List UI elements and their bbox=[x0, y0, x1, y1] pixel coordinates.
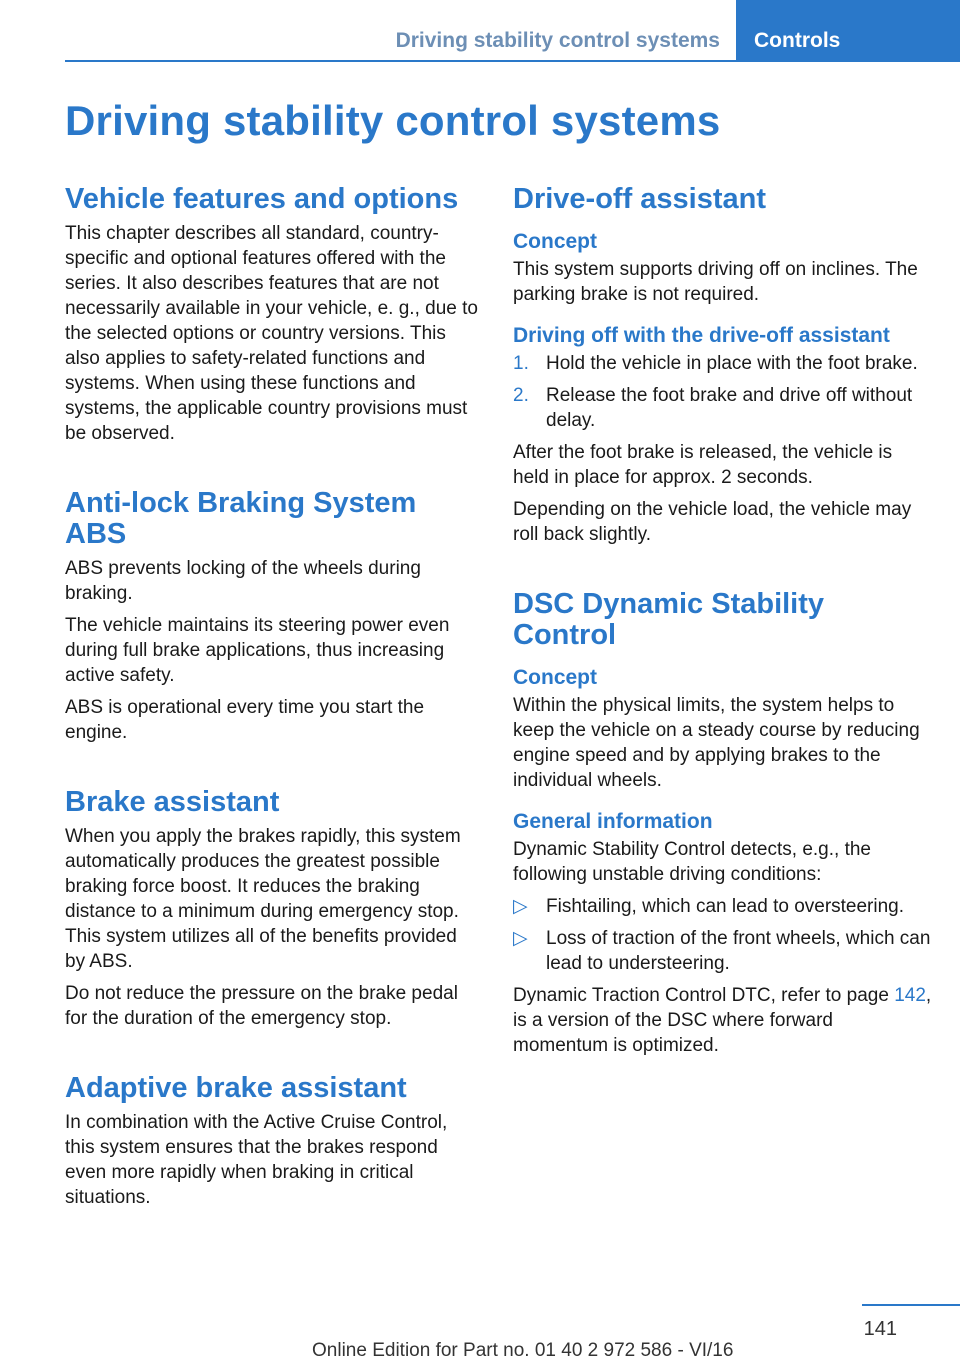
numbered-steps bbox=[513, 351, 933, 433]
header-chapter-tab: Controls bbox=[736, 0, 960, 62]
footer-edition: Online Edition for Part no. 01 40 2 972 586 - VI/16 bbox=[312, 1340, 734, 1361]
section-drive-off-assistant bbox=[513, 184, 933, 547]
header-rule bbox=[65, 60, 960, 62]
section-abs bbox=[65, 488, 480, 745]
step-text: Hold the vehicle in place with the foot brake. bbox=[546, 353, 918, 374]
section-heading: Brake assistant bbox=[65, 786, 280, 818]
list-item bbox=[513, 383, 933, 433]
paragraph: Depending on the vehicle load, the vehicle may roll back slightly. bbox=[513, 499, 912, 545]
section-vehicle-features bbox=[65, 184, 480, 446]
paragraph: In combination with the Active Cruise Control, this system ensures that the brakes respond even more rapidly when braking in critical situations. bbox=[65, 1112, 448, 1208]
paragraph: ABS is operational every time you start the engine. bbox=[65, 697, 425, 743]
paragraph bbox=[513, 983, 933, 1058]
step-number: 1. bbox=[513, 353, 529, 374]
paragraph: ABS prevents locking of the wheels during braking. bbox=[65, 558, 421, 604]
bullet-text: Fishtailing, which can lead to oversteering. bbox=[546, 896, 905, 917]
bullet-text: Loss of traction of the front wheels, which can lead to understeering. bbox=[546, 928, 931, 974]
text-run: Dynamic Traction Control DTC, refer to page bbox=[513, 985, 895, 1006]
list-item bbox=[513, 351, 933, 376]
page-reference-link[interactable]: 142 bbox=[894, 985, 926, 1006]
triangle-bullet-icon: ▷ bbox=[513, 928, 528, 949]
section-dsc bbox=[513, 589, 933, 1058]
section-heading: Drive-off assistant bbox=[513, 183, 767, 215]
section-brake-assistant bbox=[65, 787, 480, 1031]
step-number: 2. bbox=[513, 385, 529, 406]
paragraph: When you apply the brakes rapidly, this system automatically produces the greatest possible braking force boost. It reduces the braking distance to a minimum during emergency stop. This system utilizes all of the benefits provided by ABS. bbox=[65, 826, 461, 972]
triangle-bullet-icon: ▷ bbox=[513, 896, 528, 917]
page-header bbox=[65, 0, 960, 62]
paragraph: This chapter describes all standard, country-specific and optional features offered with the series. It also describes features that are not necessarily available in your vehicle, e. g., due to the selected options or country versions. This also applies to safety-related functions and systems. When using these functions and systems, the applicable country provisions must be observed. bbox=[65, 223, 478, 444]
section-heading: DSC Dynamic Stability Control bbox=[513, 588, 825, 651]
paragraph: This system supports driving off on inclines. The parking brake is not required. bbox=[513, 259, 918, 305]
bullet-list bbox=[513, 894, 933, 976]
paragraph: Within the physical limits, the system helps to keep the vehicle on a steady course by reducing engine speed and by applying brakes to the individual wheels. bbox=[513, 695, 920, 791]
subsection-heading: Concept bbox=[513, 666, 597, 689]
list-item bbox=[513, 926, 933, 976]
subsection-heading: Concept bbox=[513, 230, 597, 253]
section-heading: Adaptive brake assistant bbox=[65, 1072, 407, 1104]
left-column bbox=[65, 184, 480, 1217]
section-heading: Vehicle features and options bbox=[65, 183, 459, 215]
footer-rule bbox=[862, 1304, 960, 1306]
section-adaptive-brake-assistant bbox=[65, 1073, 480, 1210]
paragraph: The vehicle maintains its steering power even during full brake applications, thus increasing active safety. bbox=[65, 615, 450, 686]
subsection-heading: Driving off with the drive-off assistant bbox=[513, 324, 890, 347]
page-title: Driving stability control systems bbox=[65, 97, 721, 144]
header-section-title: Driving stability control systems bbox=[395, 29, 720, 52]
paragraph: Dynamic Stability Control detects, e.g., the following unstable driving conditions: bbox=[513, 839, 871, 885]
section-heading: Anti-lock Braking System ABS bbox=[65, 487, 417, 550]
text-run: , is a version of the DSC where forward momentum is optimized. bbox=[513, 985, 932, 1056]
page-number: 141 bbox=[863, 1318, 897, 1340]
paragraph: After the foot brake is released, the vehicle is held in place for approx. 2 seconds. bbox=[513, 442, 893, 488]
paragraph: Do not reduce the pressure on the brake pedal for the duration of the emergency stop. bbox=[65, 983, 458, 1029]
right-column bbox=[513, 184, 933, 1065]
list-item bbox=[513, 894, 933, 919]
subsection-heading: General information bbox=[513, 810, 713, 833]
step-text: Release the foot brake and drive off without delay. bbox=[546, 385, 913, 431]
